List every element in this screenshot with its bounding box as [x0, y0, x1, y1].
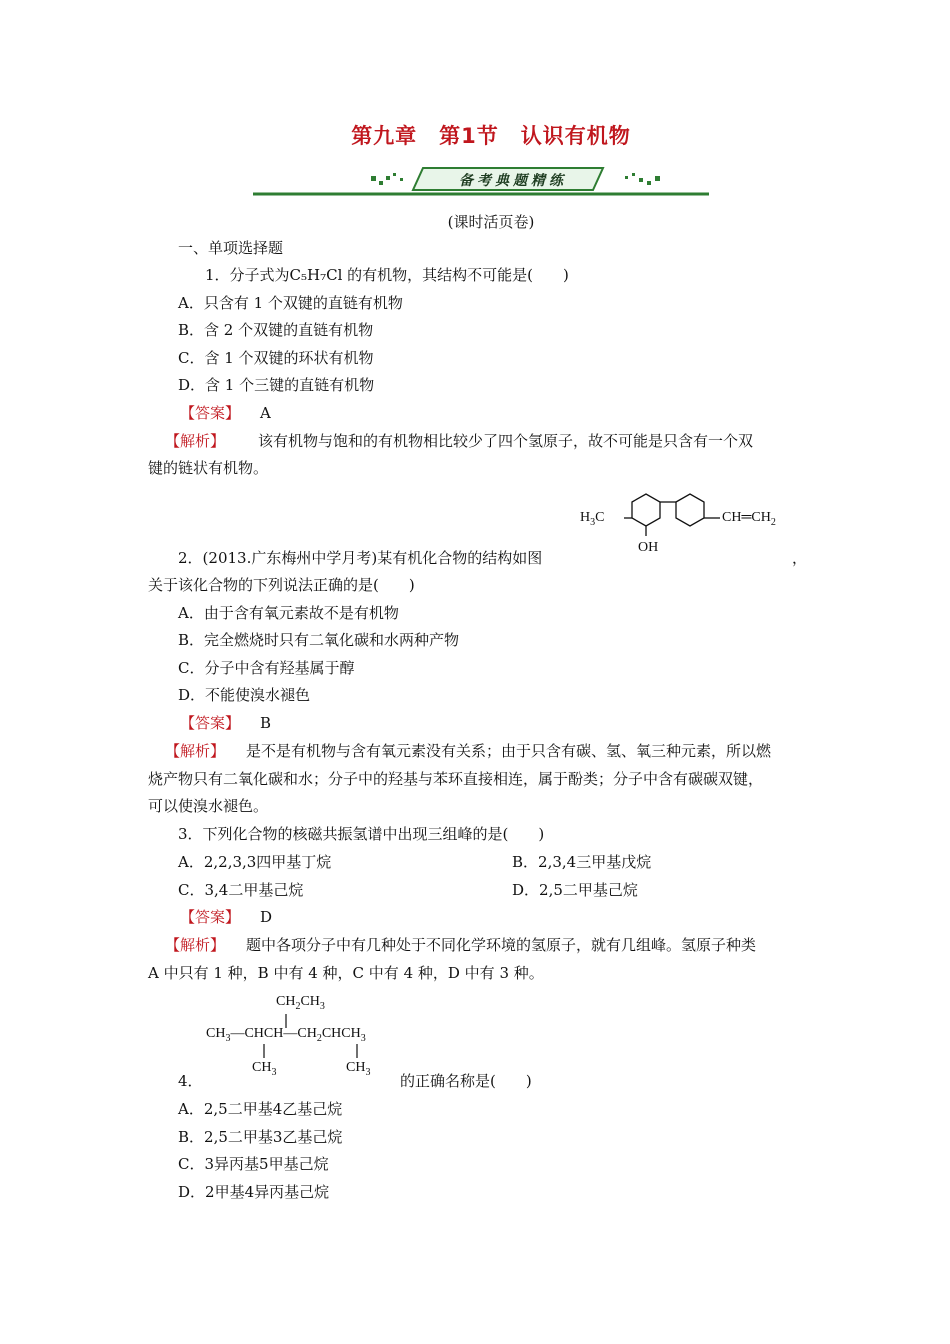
q2-answer-tag: 【答案】	[180, 714, 241, 732]
q4-number: 4．	[178, 1072, 203, 1090]
q2-answer: B	[260, 714, 272, 732]
q3-option-b: B．2,3,4三甲基戊烷	[512, 853, 652, 871]
q2-analysis-line2: 烧产物只有二氧化碳和水；分子中的羟基与苯环直接相连，属于酚类；分子中含有碳碳双键，	[148, 770, 764, 788]
q3-option-a: A．2,2,3,3四甲基丁烷	[178, 853, 332, 871]
subtitle: (课时活页卷)	[447, 213, 535, 231]
page-title: 第九章 第1节 认识有机物	[351, 124, 631, 148]
q2-methyl-group: $H_3C$	[580, 510, 605, 528]
q1-answer: A	[260, 404, 271, 422]
q1-answer-tag: 【答案】	[180, 404, 241, 422]
q1-stem: 1．分子式为C₅H₇Cl 的有机物，其结构不可能是( )	[205, 266, 569, 284]
q4-methyl-branch-1: $CH_3$	[252, 1060, 277, 1078]
q1-option-a: A．只含有 1 个双键的直链有机物	[178, 294, 403, 312]
q3-answer-tag: 【答案】	[180, 908, 241, 926]
q1-analysis-tag: 【解析】	[165, 432, 226, 450]
q2-analysis-line3: 可以使溴水褪色。	[148, 797, 269, 815]
q1-analysis-line1: 该有机物与饱和的有机物相比较少了四个氢原子，故不可能是只含有一个双	[258, 432, 754, 450]
q2-stem: 2．(2013.广东梅州中学月考)某有机化合物的结构如图	[178, 549, 543, 567]
banner-label: 备考典题精练	[459, 173, 567, 189]
q3-analysis-line1: 题中各项分子中有几种处于不同化学环境的氢原子，就有几组峰。氢原子种类	[246, 936, 757, 954]
q4-main-chain: $CH_3—CHCH—CH_2CHCH_3$	[206, 1026, 366, 1044]
q1-analysis-line2: 键的链状有机物。	[148, 459, 269, 477]
q4-option-a: A．2,5二甲基4乙基己烷	[178, 1100, 343, 1118]
q3-answer: D	[260, 908, 273, 926]
q2-option-c: C．分子中含有羟基属于醇	[178, 659, 355, 677]
q2-analysis-tag: 【解析】	[165, 742, 226, 760]
q3-stem: 3．下列化合物的核磁共振氢谱中出现三组峰的是( )	[178, 825, 545, 843]
section-banner	[253, 164, 709, 200]
q1-option-d: D．含 1 个三键的直链有机物	[178, 376, 375, 394]
q2-stem-line2: 关于该化合物的下列说法正确的是( )	[148, 576, 415, 594]
q3-option-c: C．3,4二甲基己烷	[178, 881, 304, 899]
q2-structure-diagram	[580, 488, 810, 560]
q4-stem: 的正确名称是( )	[400, 1072, 532, 1090]
q1-option-c: C．含 1 个双键的环状有机物	[178, 349, 374, 367]
q4-option-c: C．3异丙基5甲基己烷	[178, 1155, 329, 1173]
section-heading: 一、单项选择题	[178, 239, 284, 257]
q4-methyl-branch-2: $CH_3$	[346, 1060, 371, 1078]
q4-structure-diagram	[200, 990, 420, 1090]
q2-vinyl-group: $CH═CH_2$	[722, 510, 776, 528]
q2-option-d: D．不能使溴水褪色	[178, 686, 311, 704]
q2-option-b: B．完全燃烧时只有二氧化碳和水两种产物	[178, 631, 460, 649]
q2-hydroxyl-group: OH	[638, 540, 659, 555]
q2-option-a: A．由于含有氧元素故不是有机物	[178, 604, 399, 622]
q4-option-b: B．2,5二甲基3乙基己烷	[178, 1128, 343, 1146]
q2-analysis-line1: 是不是有机物与含有氧元素没有关系；由于只含有碳、氢、氧三种元素，所以燃	[246, 742, 772, 760]
q1-option-b: B．含 2 个双键的直链有机物	[178, 321, 374, 339]
q3-analysis-line2: A 中只有 1 种，B 中有 4 种，C 中有 4 种，D 中有 3 种。	[148, 964, 544, 982]
q4-ethyl-group: $CH_2CH_3$	[276, 994, 325, 1012]
q3-analysis-tag: 【解析】	[165, 936, 226, 954]
q2-stem-comma: ，	[792, 549, 808, 567]
q3-option-d: D．2,5二甲基己烷	[512, 881, 638, 899]
q4-option-d: D．2甲基4异丙基己烷	[178, 1183, 330, 1201]
